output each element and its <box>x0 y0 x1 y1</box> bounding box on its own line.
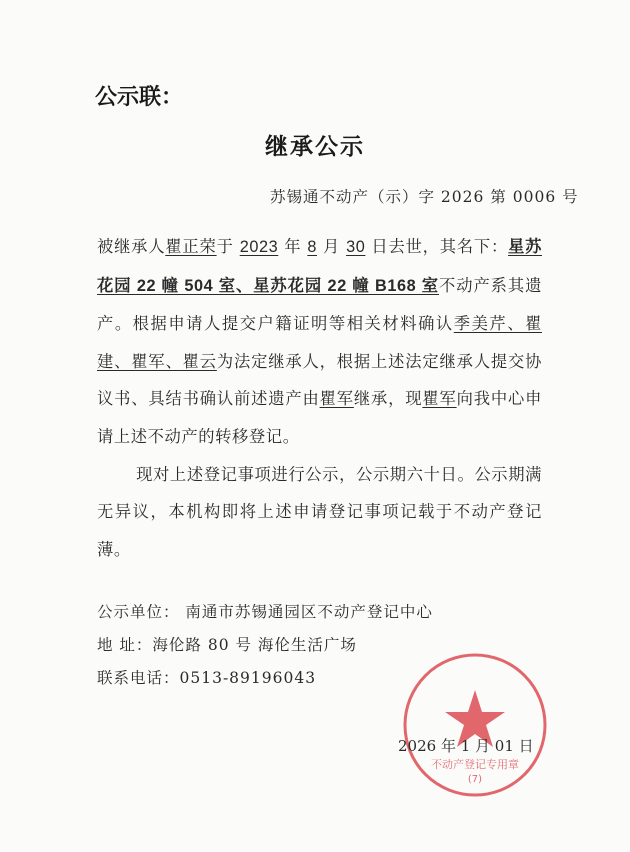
phone: 联系电话：0513-89196043 <box>97 669 317 688</box>
publishing-unit: 公示单位： 南通市苏锡通园区不动产登记中心 <box>97 603 433 622</box>
death-day: 30 <box>346 238 366 256</box>
death-month: 8 <box>307 238 318 256</box>
document-number: 苏锡通不动产（示）字 2026 第 0006 号 <box>270 188 579 206</box>
svg-text:不动产登记专用章: 不动产登记专用章 <box>431 758 519 772</box>
paragraph-2: 现对上述登记事项进行公示，公示期六十日。公示期满无异议，本机构即将上述申请登记事项记载于不动产登记薄。 <box>97 464 542 559</box>
address: 地 址：海伦路 80 号 海伦生活广场 <box>97 636 357 655</box>
text: 被继承人 <box>97 237 166 256</box>
page-title: 继承公示 <box>265 134 365 160</box>
text: 向我中心申请上述不动产的转移登记。 <box>97 389 542 446</box>
notice-body <box>97 228 542 568</box>
applicant-name: 瞿军 <box>422 389 457 409</box>
text: 于 <box>216 237 240 256</box>
text: 日去世，其名下： <box>365 237 509 256</box>
paragraph-1 <box>97 228 542 456</box>
inheritor-name: 瞿军 <box>319 389 354 409</box>
deceased-name: 瞿正荣 <box>165 237 217 256</box>
text: 月 <box>317 237 347 256</box>
contact-info <box>97 596 542 695</box>
svg-text:(7): (7) <box>467 774 483 786</box>
notice-content <box>97 228 542 756</box>
copy-label: 公示联： <box>95 85 184 110</box>
legal-heirs: 季美芹、瞿建、瞿军、瞿云 <box>97 314 542 371</box>
text: 不动产系其遗产。根据申请人提交户籍证明等相关材料确认 <box>97 275 542 334</box>
text: 年 <box>278 237 308 256</box>
text: 继承，现 <box>353 389 423 409</box>
property-address: 星苏花园 22 幢 504 室、星苏花园 22 幢 B168 室 <box>97 238 542 295</box>
death-year: 2023 <box>239 238 279 256</box>
notice-date: 2026 年 1 月 01 日 <box>398 737 534 756</box>
text: 为法定继承人，根据上述法定继承人提交协议书、具结书确认前述遗产由 <box>97 351 542 409</box>
